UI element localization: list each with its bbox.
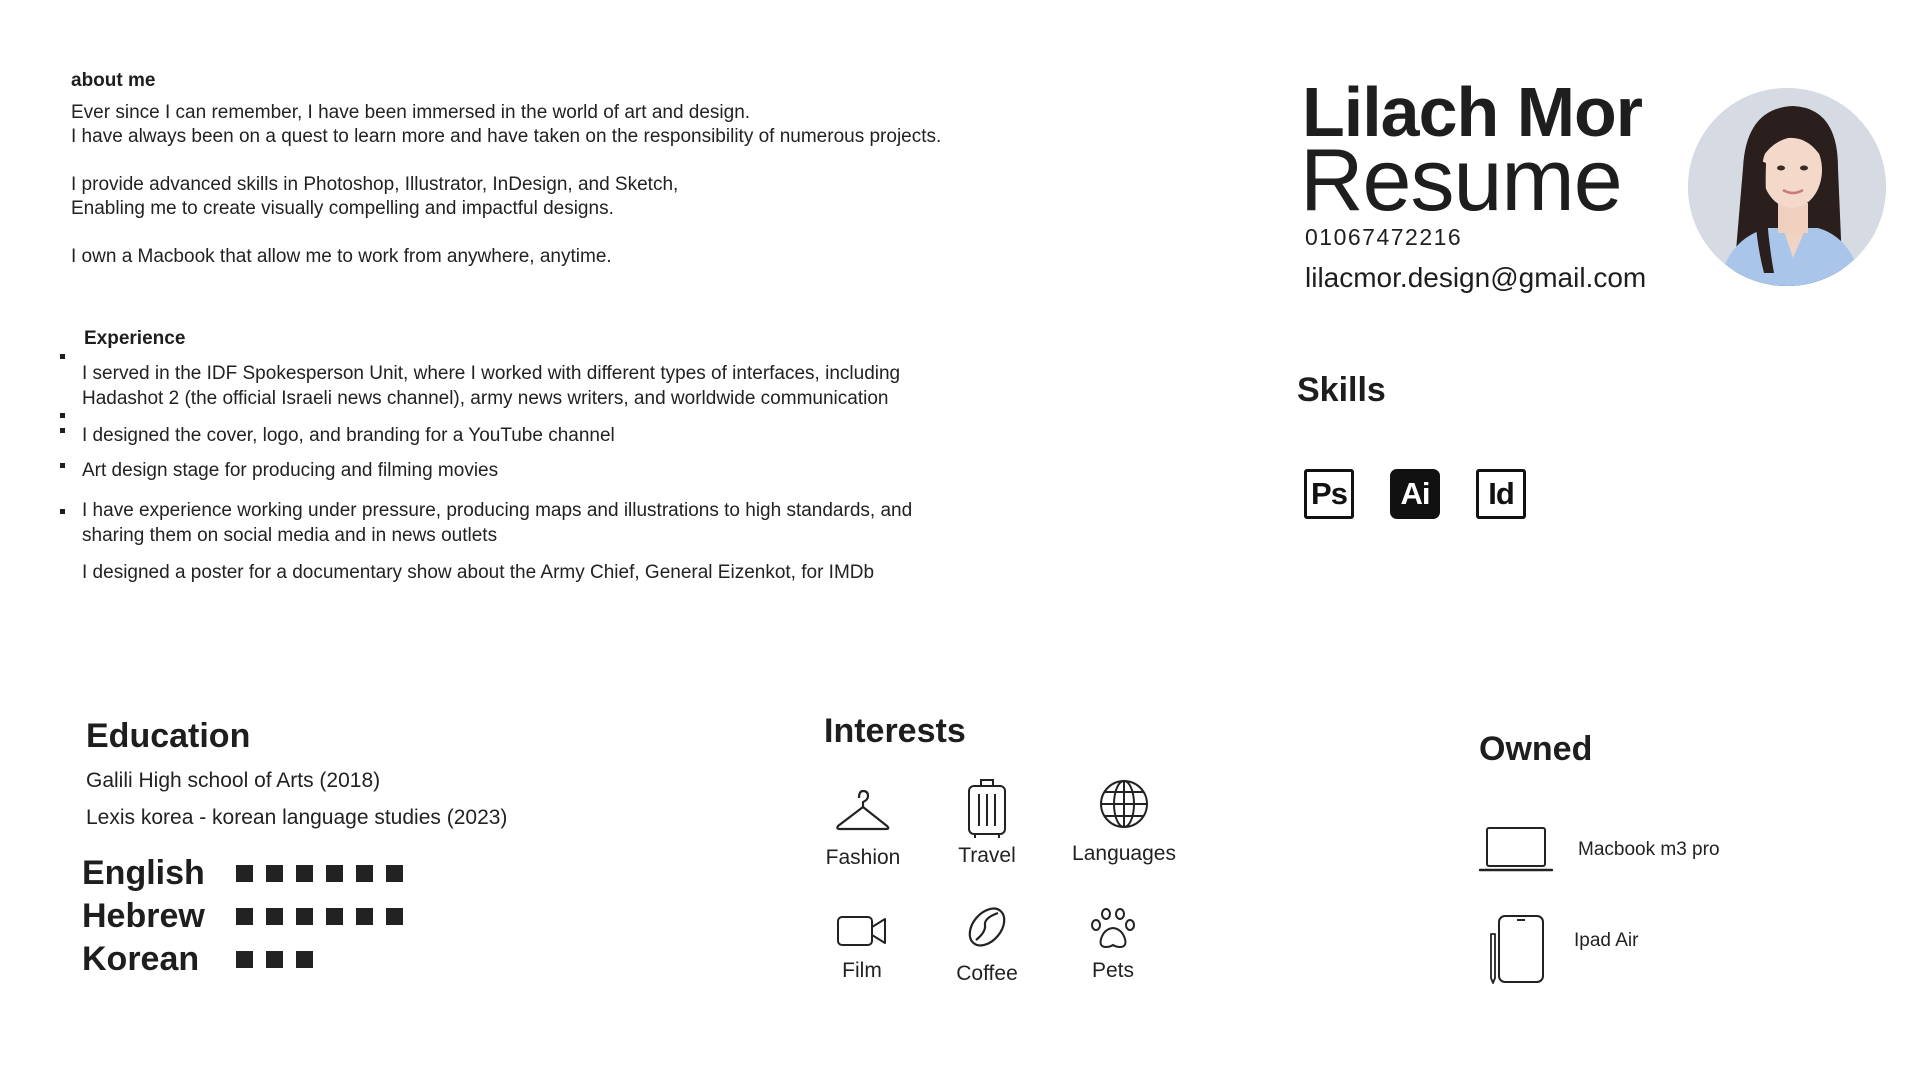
interest-label: Pets bbox=[1091, 959, 1135, 982]
experience-text: I designed a poster for a documentary show about the Army Chief, General Eizenkot, for IMDb bbox=[82, 562, 875, 583]
interest-film bbox=[792, 913, 932, 983]
level-square bbox=[326, 908, 343, 925]
page-title: Lilach Mor bbox=[1302, 73, 1643, 151]
about-line: I provide advanced skills in Photoshop, Illustrator, InDesign, and Sketch, bbox=[71, 174, 679, 195]
about-line: Ever since I can remember, I have been immersed in the world of art and design. bbox=[71, 102, 751, 123]
experience-item bbox=[60, 361, 1060, 411]
about-section bbox=[71, 70, 1071, 293]
education-item: Galili High school of Arts (2018) bbox=[86, 769, 381, 792]
education-heading: Education bbox=[86, 717, 251, 755]
language-row bbox=[82, 938, 416, 981]
level-square bbox=[266, 951, 283, 968]
owned-item-label: Macbook m3 pro bbox=[1578, 839, 1720, 860]
interest-label: Coffee bbox=[956, 962, 1018, 985]
interest-travel bbox=[917, 778, 1057, 868]
owned-item-label: Ipad Air bbox=[1574, 930, 1639, 951]
bullet-icon bbox=[60, 428, 65, 433]
level-square bbox=[236, 865, 253, 882]
email-address[interactable]: lilacmor.design@gmail.com bbox=[1305, 262, 1647, 293]
interest-label: Film bbox=[842, 959, 882, 982]
languages-section bbox=[82, 852, 416, 981]
paw-icon bbox=[1090, 907, 1136, 951]
education-section bbox=[86, 717, 507, 836]
level-square bbox=[296, 951, 313, 968]
about-line: I own a Macbook that allow me to work from anywhere, anytime. bbox=[71, 246, 612, 267]
experience-section bbox=[60, 328, 1060, 585]
experience-text: Hadashot 2 (the official Israeli news channel), army news writers, and worldwide communication bbox=[82, 388, 889, 409]
level-square bbox=[236, 908, 253, 925]
about-paragraph bbox=[71, 245, 1071, 269]
laptop-icon bbox=[1479, 826, 1553, 874]
bullet-icon bbox=[60, 413, 65, 418]
about-heading: about me bbox=[71, 70, 156, 91]
education-item: Lexis korea - korean language studies (2023) bbox=[86, 806, 508, 829]
illustrator-icon: Ai bbox=[1390, 469, 1440, 519]
photoshop-icon: Ps bbox=[1304, 469, 1354, 519]
level-square bbox=[356, 908, 373, 925]
experience-text: I have experience working under pressure, producing maps and illustrations to high standards, and bbox=[82, 500, 913, 521]
experience-item bbox=[60, 498, 1060, 548]
language-name: English bbox=[82, 854, 205, 892]
language-name: Korean bbox=[82, 940, 200, 978]
interests-heading: Interests bbox=[824, 712, 966, 750]
experience-text: sharing them on social media and in news outlets bbox=[82, 525, 498, 546]
page-subtitle: Resume bbox=[1300, 130, 1622, 229]
globe-icon bbox=[1098, 778, 1150, 830]
bullet-icon bbox=[60, 509, 65, 514]
language-level bbox=[236, 908, 416, 925]
experience-item bbox=[60, 458, 1060, 483]
level-square bbox=[296, 908, 313, 925]
language-name: Hebrew bbox=[82, 897, 205, 935]
bullet-icon bbox=[60, 463, 65, 468]
level-square bbox=[266, 865, 283, 882]
video-camera-icon bbox=[836, 913, 888, 949]
experience-item bbox=[60, 423, 1060, 448]
indesign-icon: Id bbox=[1476, 469, 1526, 519]
language-row bbox=[82, 895, 416, 938]
about-line: I have always been on a quest to learn more and have taken on the responsibility of numerous projects. bbox=[71, 126, 942, 147]
level-square bbox=[356, 865, 373, 882]
interest-fashion bbox=[793, 788, 933, 870]
about-paragraph bbox=[71, 173, 1071, 221]
interest-label: Fashion bbox=[825, 846, 901, 869]
interest-coffee bbox=[917, 904, 1057, 986]
experience-item bbox=[60, 560, 1060, 585]
tablet-icon bbox=[1485, 914, 1547, 984]
interest-label: Languages bbox=[1072, 842, 1176, 865]
avatar bbox=[1688, 88, 1886, 286]
language-row bbox=[82, 852, 416, 895]
experience-text: I designed the cover, logo, and branding for a YouTube channel bbox=[82, 425, 615, 446]
experience-text: I served in the IDF Spokesperson Unit, where I worked with different types of interfaces, including bbox=[82, 363, 901, 384]
about-paragraph bbox=[71, 101, 1071, 149]
portrait-photo bbox=[1688, 88, 1886, 286]
about-line: Enabling me to create visually compelling and impactful designs. bbox=[71, 198, 614, 219]
interest-label: Travel bbox=[958, 844, 1016, 867]
experience-heading: Experience bbox=[84, 328, 186, 349]
level-square bbox=[266, 908, 283, 925]
language-level bbox=[236, 951, 326, 968]
level-square bbox=[326, 865, 343, 882]
level-square bbox=[386, 865, 403, 882]
interest-pets bbox=[1043, 907, 1183, 983]
owned-heading: Owned bbox=[1479, 730, 1593, 768]
level-square bbox=[296, 865, 313, 882]
coffee-bean-icon bbox=[964, 904, 1010, 950]
hanger-icon bbox=[834, 788, 892, 840]
phone-number: 01067472216 bbox=[1305, 224, 1463, 250]
language-level bbox=[236, 865, 416, 882]
skills-heading: Skills bbox=[1297, 371, 1386, 409]
experience-text: Art design stage for producing and filming movies bbox=[82, 460, 499, 481]
suitcase-icon bbox=[965, 778, 1009, 840]
level-square bbox=[386, 908, 403, 925]
interest-languages bbox=[1054, 778, 1194, 866]
bullet-icon bbox=[60, 354, 65, 359]
level-square bbox=[236, 951, 253, 968]
